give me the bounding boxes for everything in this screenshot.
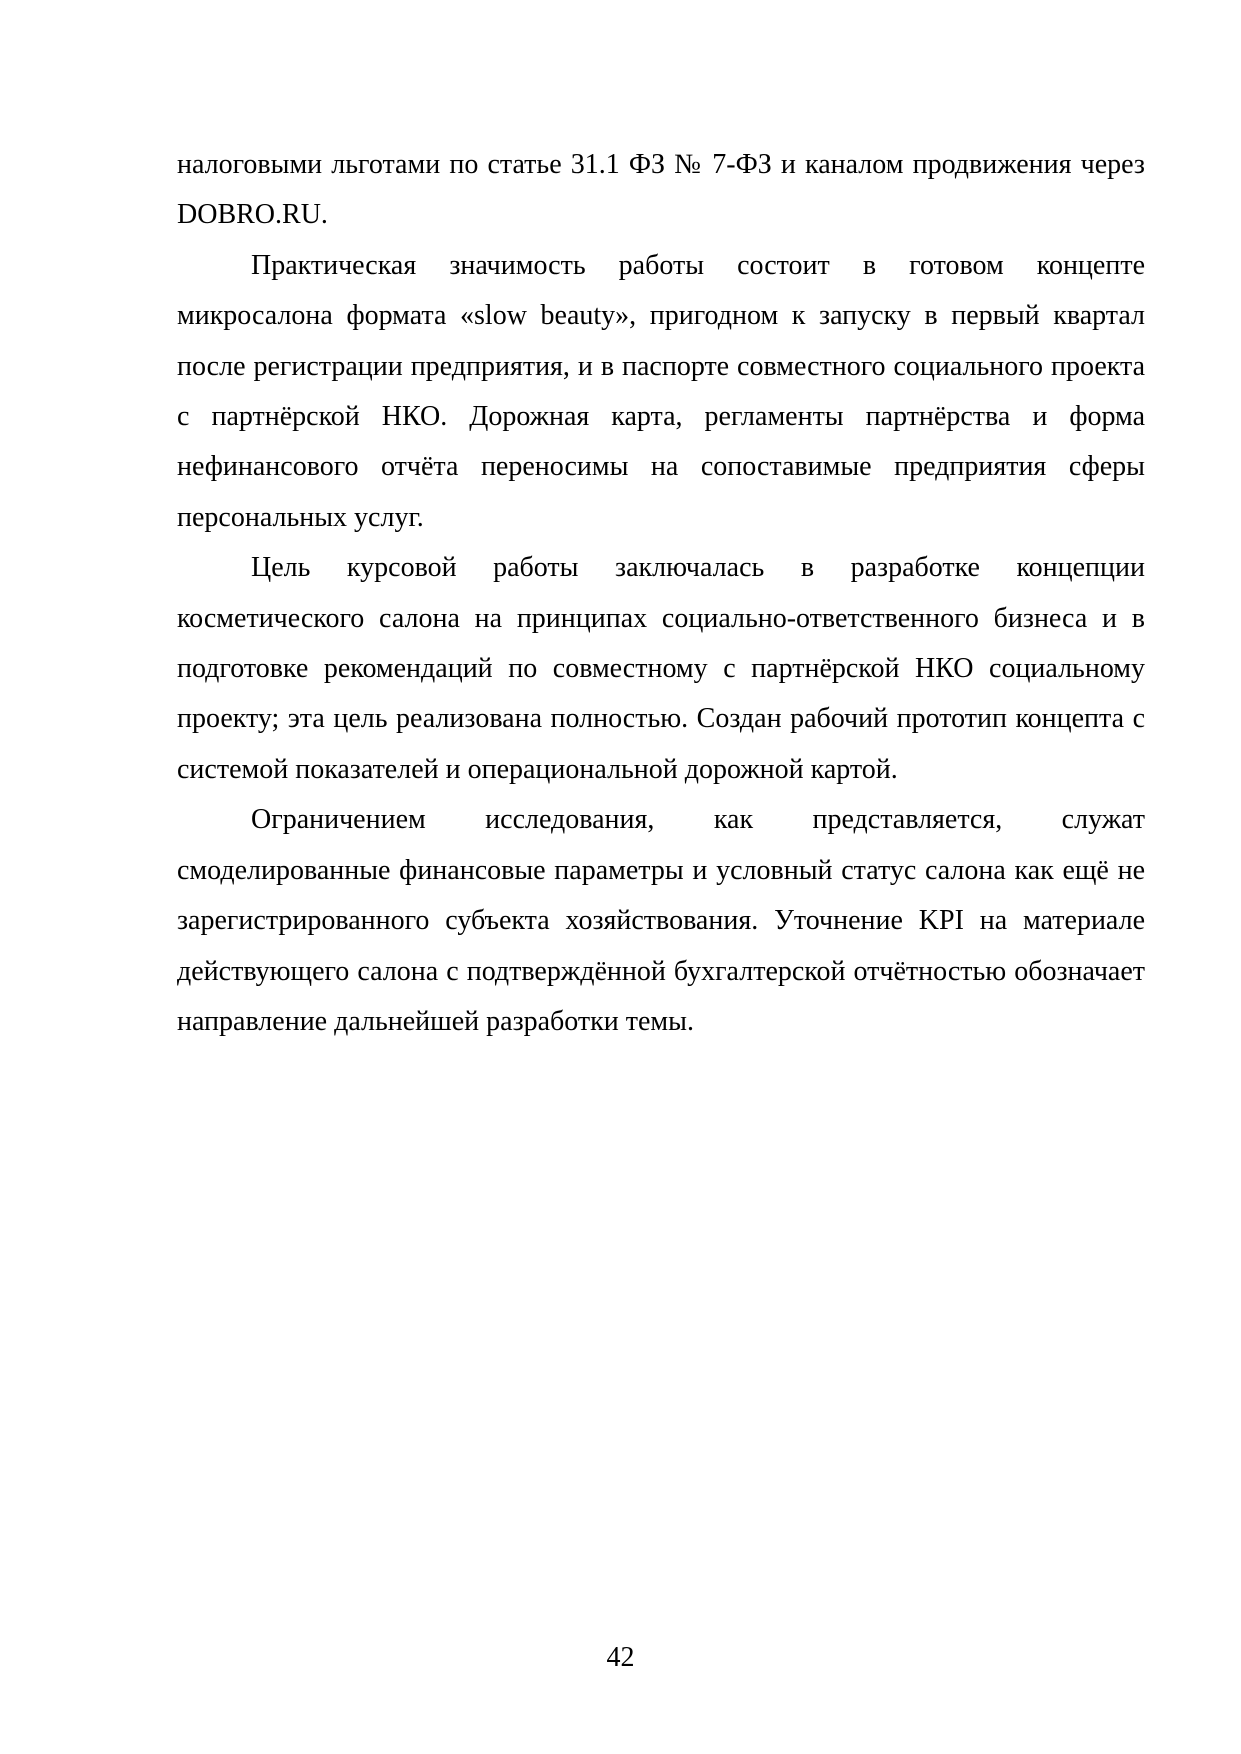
paragraph-limitations: Ограничением исследования, как представляется, служат смоделированные финансовые параметры и условный статус салона как ещё не зарегистрированного субъекта хозяйствования. Уточнение KPI на материале действующего салона с подтверждённой бухгалтерской отчётностью обозначает направление дальнейшей разработки темы. <box>177 804 1145 1037</box>
page-number: 42 <box>606 1642 635 1673</box>
body-text <box>177 140 1145 1047</box>
paragraph-goal: Цель курсовой работы заключалась в разработке концепции косметического салона на принципах социально-ответственного бизнеса и в подготовке рекомендаций по совместному с партнёрской НКО социальному проекту; эта цель реализована полностью. Создан рабочий прототип концепта с системой показателей и операциональной дорожной картой. <box>177 552 1145 785</box>
paragraph-continuation: налоговыми льготами по статье 31.1 ФЗ № 7-ФЗ и каналом продвижения через DOBRO.RU. <box>177 149 1145 231</box>
paragraph-practical-significance: Практическая значимость работы состоит в готовом концепте микросалона формата «slow beauty», пригодном к запуску в первый квартал после регистрации предприятия, и в паспорте совместного социального проекта с партнёрской НКО. Дорожная карта, регламенты партнёрства и форма нефинансового отчёта переносимы на сопоставимые предприятия сферы персональных услуг. <box>177 249 1145 533</box>
